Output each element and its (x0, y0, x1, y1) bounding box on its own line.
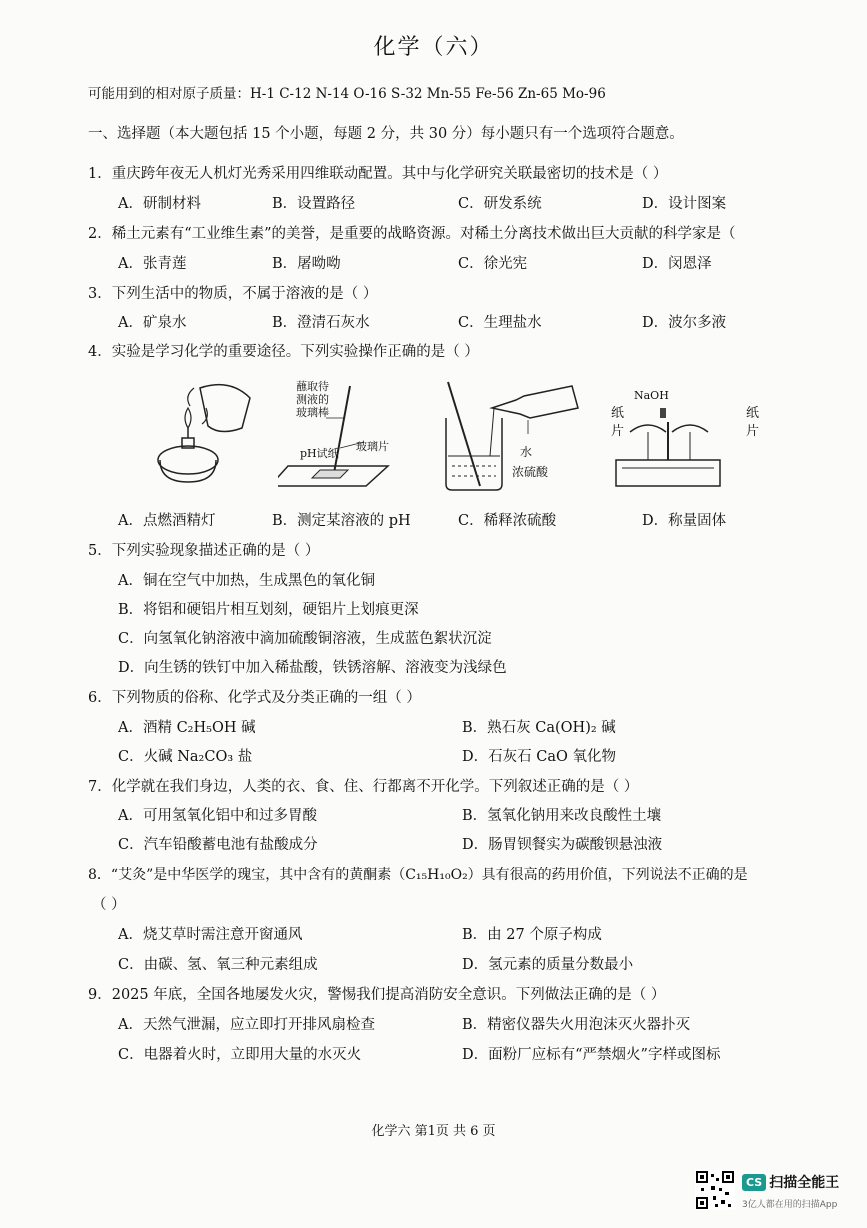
fig-c-label-water: 水 (520, 445, 533, 459)
fig-d-label-paper-left-2: 片 (611, 424, 625, 439)
q4-option-a: A．点燃酒精灯 (118, 513, 216, 529)
q6-option-a: A．酒精 C₂H₅OH 碱 (118, 720, 256, 736)
question-6-stem: 6．下列物质的俗称、化学式及分类正确的一组（ ） (88, 690, 421, 706)
q8-option-c: C．由碳、氢、氧三种元素组成 (118, 957, 318, 973)
q9-option-c: C．电器着火时，立即用大量的水灭火 (118, 1047, 362, 1063)
atomic-masses: 可能用到的相对原子质量：H-1 C-12 N-14 O-16 S-32 Mn-55 Fe-56 Zn-65 Mo-96 (88, 86, 606, 102)
q3-option-c: C．生理盐水 (458, 315, 542, 331)
q2-option-d: D．闵恩泽 (642, 256, 712, 272)
q2-option-b: B．屠呦呦 (272, 256, 341, 272)
q3-option-d: D．波尔多液 (642, 315, 727, 331)
q8-option-d: D．氢元素的质量分数最小 (462, 957, 634, 973)
q6-option-b: B．熟石灰 Ca(OH)₂ 碱 (462, 720, 616, 736)
q9-option-d: D．面粉厂应标有“严禁烟火”字样或图标 (462, 1047, 721, 1063)
q5-option-d: D．向生锈的铁钉中加入稀盐酸，铁锈溶解、溶液变为浅绿色 (118, 660, 507, 676)
q4-option-b: B．测定某溶液的 pH (272, 513, 411, 529)
q5-option-b: B．将铝和硬铝片相互划刻，硬铝片上划痕更深 (118, 602, 419, 618)
question-2-stem: 2．稀土元素有“工业维生素”的美誉，是重要的战略资源。对稀土分离技术做出巨大贡献的科学家是（ (88, 226, 736, 242)
q5-option-a: A．铜在空气中加热，生成黑色的氧化铜 (118, 573, 375, 589)
q8-option-a: A．烧艾草时需注意开窗通风 (118, 927, 303, 943)
q1-option-c: C．研发系统 (458, 196, 542, 212)
figure-dilute-acid (432, 378, 582, 493)
scanner-brand (742, 1172, 839, 1192)
q4-option-c: C．稀释浓硫酸 (458, 513, 557, 529)
question-7-stem: 7．化学就在我们身边，人类的衣、食、住、行都离不开化学。下列叙述正确的是（ ） (88, 779, 639, 795)
question-1-stem: 1．重庆跨年夜无人机灯光秀采用四维联动配置。其中与化学研究关联最密切的技术是（ ） (88, 166, 668, 182)
q3-option-b: B．澄清石灰水 (272, 315, 370, 331)
q1-option-b: B．设置路径 (272, 196, 356, 212)
q5-option-c: C．向氢氧化钠溶液中滴加硫酸铜溶液，生成蓝色絮状沉淀 (118, 631, 492, 647)
q6-option-d: D．石灰石 CaO 氧化物 (462, 749, 616, 765)
q1-option-a: A．研制材料 (118, 196, 201, 212)
question-9-stem: 9．2025 年底，全国各地屡发火灾，警惕我们提高消防安全意识。下列做法正确的是（ ） (88, 987, 666, 1003)
qr-code-icon (695, 1170, 735, 1210)
fig-c-label-acid: 浓硫酸 (512, 465, 549, 479)
question-8-stem: 8．“艾灸”是中华医学的瑰宝，其中含有的黄酮素（C₁₅H₁₀O₂）具有很高的药用价值，下列说法不正确的是 (88, 867, 748, 883)
question-5-stem: 5．下列实验现象描述正确的是（ ） (88, 543, 320, 559)
scanner-name: 扫描全能王 (769, 1175, 840, 1191)
q7-option-b: B．氢氧化钠用来改良酸性土壤 (462, 808, 662, 824)
q1-option-d: D．设计图案 (642, 196, 727, 212)
question-3-stem: 3．下列生活中的物质，不属于溶液的是（ ） (88, 286, 378, 302)
fig-d-label-paper-left-1: 纸 (611, 406, 625, 421)
section-heading: 一、选择题（本大题包括 15 个小题，每题 2 分，共 30 分）每小题只有一个选项符合题意。 (88, 126, 684, 142)
question-4-stem: 4．实验是学习化学的重要途径。下列实验操作正确的是（ ） (88, 344, 479, 360)
scanner-badge: CS (742, 1174, 766, 1191)
fig-b-label-3: 玻璃棒 (296, 406, 329, 419)
q2-option-c: C．徐光宪 (458, 256, 528, 272)
fig-b-label-ph-paper: pH试纸 (300, 447, 339, 460)
fig-b-label-2: 测液的 (296, 393, 329, 406)
figure-alcohol-lamp (150, 378, 270, 493)
fig-b-label-1: 蘸取待 (296, 380, 329, 393)
q6-option-c: C．火碱 Na₂CO₃ 盐 (118, 749, 253, 765)
q9-option-b: B．精密仪器失火用泡沫灭火器扑灭 (462, 1017, 691, 1033)
q2-option-a: A．张青莲 (118, 256, 187, 272)
page-title: 化学（六） (373, 35, 494, 60)
fig-b-label-glass: 玻璃片 (356, 440, 389, 453)
scanner-tagline: 3亿人都在用的扫描App (742, 1200, 838, 1210)
q7-option-d: D．肠胃钡餐实为碳酸钡悬浊液 (462, 837, 663, 853)
q8-option-b: B．由 27 个原子构成 (462, 927, 602, 943)
page-footer: 化学六 第1页 共 6 页 (371, 1124, 496, 1139)
figure-balance (608, 378, 768, 493)
q3-option-a: A．矿泉水 (118, 315, 187, 331)
fig-d-label-paper-right-2: 片 (746, 424, 760, 439)
q9-option-a: A．天然气泄漏，应立即打开排风扇检查 (118, 1017, 375, 1033)
q7-option-c: C．汽车铅酸蓄电池有盐酸成分 (118, 837, 318, 853)
fig-d-label-paper-right-1: 纸 (746, 406, 760, 421)
question-8-stem-cont: （ ） (92, 897, 126, 913)
q4-option-d: D．称量固体 (642, 513, 727, 529)
fig-d-label-naoh: NaOH (634, 389, 669, 402)
q7-option-a: A．可用氢氧化铝中和过多胃酸 (118, 808, 317, 824)
